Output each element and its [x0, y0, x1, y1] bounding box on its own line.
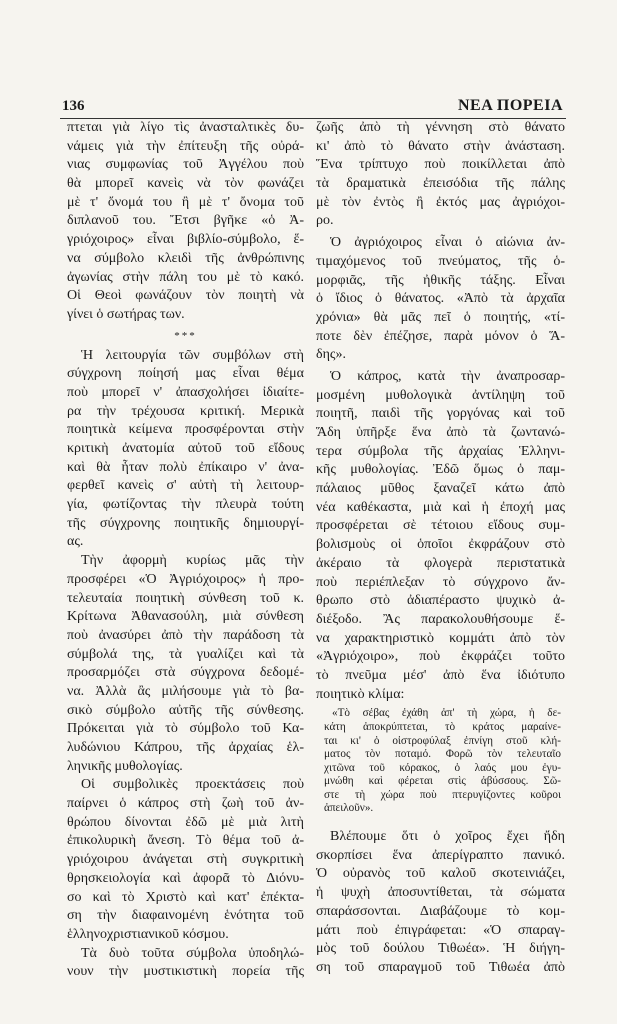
text-line: τῆς σύγχρονης ποιητικῆς δημιουργί-	[67, 515, 304, 531]
text-line: μνώθη καὶ φέρεται στὶς ἀβύσσους. Σῶ-	[324, 775, 561, 788]
text-line: σκορπίσει ἕνα ἀπερίγραπτο πανικό.	[316, 847, 565, 863]
text-line: Οἱ Θεοὶ φωνάζουν τὸν ποιητὴ νὰ	[67, 288, 304, 304]
text-line: Τὴν ἀφορμὴ κυρίως μᾶς τὴν	[81, 553, 304, 569]
text-line: να σύμβολο κλειδὶ τῆς ἀνθρώπινης	[67, 250, 304, 266]
text-line: σπαράσσονται. Διαβάζουμε τὸ κομ-	[316, 903, 565, 919]
text-line: κῆς μυθολογίας. Ἐδῶ ὅμως ὁ παμ-	[316, 462, 565, 478]
text-line: ποὺ ἀνασύρει ἀπὸ τὴν παράδοση τὰ	[67, 627, 304, 643]
paragraph	[67, 119, 304, 325]
text-line: ται κι' ὁ οἰστροφύλαξ ἐπνίγη στοῦ κλή-	[324, 734, 561, 747]
text-line: νάμεις γιὰ τὴν ἐπίτευξη τῆς οὐρά-	[67, 138, 304, 154]
text-line: γία, φωτίζοντας τὴν πλευρὰ τούτη	[67, 497, 304, 513]
text-line: παίρνει ὁ κάπρος στὴ ζωὴ τοῦ ἀν-	[67, 796, 304, 812]
paragraph	[316, 119, 565, 231]
text-line: ὁ ἴδιος ὁ θάνατος. «Ἀπὸ τὰ ἀρχαῖα	[316, 291, 565, 307]
text-line: κι' ἀπὸ τὸ θάνατο στὴν ἀνάσταση.	[316, 138, 565, 154]
text-line: προσαρμόζει στὰ σύγχρονα δεδομέ-	[67, 665, 304, 681]
text-line: δης».	[316, 347, 346, 363]
text-line: ποὺ περιέπλεξαν τὸ σύγχρονο ἄν-	[316, 574, 565, 590]
text-line: τελευταία ποιητικὴ σύνθεση τοῦ κ.	[67, 590, 304, 606]
text-line: θρώπου δίνονται ἐδῶ μὲ μιὰ λιτὴ	[67, 814, 304, 830]
text-line: καὶ θὰ ἦταν πολὺ ἐπίκαιρο ν' ἀνα-	[67, 459, 304, 475]
journal-title: ΝΕΑ ΠΟΡΕΙΑ	[457, 97, 563, 114]
text-line: θρησκειολογία καὶ ἀφορᾶ τὸ Διόνυ-	[67, 870, 304, 886]
text-line: βολισμοὺς οἱ ὁποῖοι ἐκφράζουν στὸ	[316, 537, 565, 553]
paragraph	[316, 368, 565, 704]
left-column	[67, 119, 304, 982]
text-line: ἑλληνοχριστιανικοῦ κόσμου.	[67, 926, 229, 942]
text-line: πάλαιος μῦθος ξαναζεῖ κάτω ἀπὸ	[316, 481, 565, 497]
text-line: ἡ ψυχὴ ἀποσυντίθεται, τὰ σώματα	[316, 885, 565, 901]
text-line: νιας συμφωνίας τοῦ Ἀγγέλου ποὺ	[67, 157, 304, 173]
right-column	[316, 119, 565, 978]
text-line: ζωῆς ἀπὸ τὴ γέννηση στὸ θάνατο	[316, 120, 565, 135]
text-line: ση τὴν διαφαινομένη ἑνότητα τοῦ	[67, 908, 304, 924]
text-line: Βλέπουμε ὅτι ὁ χοῖρος ἔχει ἤδη	[330, 829, 565, 845]
text-line: ρο.	[316, 213, 334, 229]
text-line: τιμαχόμενος τοῦ πνεύματος, τῆς ὁ-	[316, 253, 565, 269]
text-line: ἀκέραιο τὰ φλογερὰ περιστατικὰ	[316, 555, 565, 571]
text-line: σο καὶ τὸ Χριστὸ καὶ κατ' ἐπέκτα-	[67, 889, 304, 905]
section-separator: ***	[174, 329, 197, 342]
text-line: προσφέρεται σὲ τέτοιου εἴδους συμ-	[316, 518, 565, 534]
paragraph	[67, 347, 304, 553]
text-line: Ἕνα τρίπτυχο ποὺ ποικίλλεται ἀπὸ	[316, 157, 565, 173]
paragraph	[316, 234, 565, 365]
text-line: μοσμένη μυθολογικὰ ἀντίληψη τοῦ	[316, 387, 565, 403]
text-line: μορφιᾶς, τῆς ἠθικῆς τάξης. Εἶναι	[316, 272, 565, 288]
text-line: μὲ τ' ὄνομά του ἢ μὲ τ' ὄνομα τοῦ	[67, 194, 304, 210]
poem-quote	[324, 707, 561, 816]
text-line: Ὁ κάπρος, κατὰ τὴν ἀναπροσαρ-	[330, 368, 565, 384]
text-line: Ὁ ἀγριόχοιρος εἶναι ὁ αἰώνια ἀν-	[330, 235, 565, 251]
text-line: Ἡ λειτουργία τῶν συμβόλων στὴ	[81, 347, 304, 363]
text-line: ληνικῆς μυθολογίας.	[67, 758, 183, 774]
text-line: τερα σύμβολα τῆς ἀρχαίας Ἑλληνι-	[316, 443, 565, 459]
text-line: ποιητῆ, παιδὶ τῆς γοργόνας καὶ τοῦ	[316, 406, 565, 422]
text-line: Τὰ δυὸ τοῦτα σύμβολα ὑποδηλώ-	[81, 945, 304, 961]
text-line: φερθεῖ κανεὶς σ' αὐτὴ τὴ λειτουρ-	[67, 478, 304, 494]
text-line: διέξοδο. Ἂς παρακολουθήσουμε ἕ-	[316, 611, 565, 627]
text-line: «Τὸ σέβας ἐχάθη ἀπ' τὴ χώρα, ἡ δε-	[332, 707, 561, 720]
text-line: τὰ δραματικὰ ἐπεισόδια τῆς πάλης	[316, 176, 565, 192]
page-number: 136	[62, 98, 85, 114]
text-line: θρωπο στὸ ἀδιαπέραστο ψυχικὸ ἀ-	[316, 593, 565, 609]
paragraph	[316, 828, 565, 978]
text-line: γριόχοιρου ἀνάγεται στὴ συγκριτικὴ	[67, 852, 304, 868]
text-line: σύμβολά της, τὰ γυαλίζει καὶ τὰ	[67, 646, 304, 662]
text-line: κάτη ἀποκρύπτεται, τὸ κράτος μαραίνε-	[324, 720, 561, 733]
paragraph	[67, 552, 304, 776]
paragraph	[67, 776, 304, 944]
text-line: ποιητικὰ κείμενα προσφέρονται στὴν	[67, 422, 304, 438]
text-line: ἐπικολυρικὴ ἄνεση. Τὸ θέμα τοῦ ἀ-	[67, 833, 304, 849]
text-line: Κρίτωνα Ἀθανασούλη, μιὰ σύνθεση	[67, 609, 304, 625]
text-line: νουν τὴν μυστικιστικὴ πορεία τῆς	[67, 964, 304, 980]
text-line: χρόνια» θὰ μᾶς πεῖ ὁ ποιητής, «τί-	[316, 309, 565, 325]
text-line: να. Ἀλλὰ ἂς μιλήσουμε γιὰ τὸ βα-	[67, 683, 304, 699]
text-line: σύγχρονη ποίησή μας εἶναι θέμα	[67, 366, 304, 382]
text-line: ρα τὴν τρέχουσα κριτική. Μερικὰ	[67, 403, 304, 419]
text-line: ποιητικὸ κλίμα:	[316, 686, 405, 702]
text-line: μὸς τοῦ δούλου Τιθωέα». Ἡ διήγη-	[316, 941, 565, 957]
text-line: πτεται γιὰ λίγο τὶς ἀνασταλτικὲς δυ-	[67, 120, 304, 135]
text-line: προσφέρει «Ὁ Ἀγριόχοιρος» ἡ προ-	[67, 571, 304, 587]
text-line: ας.	[67, 534, 84, 550]
text-line: θὰ μπορεῖ κανεὶς νὰ τὸν φωνάζει	[67, 176, 304, 192]
text-line: λυδώνιου Κάπρου, τῆς ἀρχαίας ἑλ-	[67, 740, 304, 755]
text-line: στε τὴ χώρα ποὺ πτερυγίζοντες κοῦροι	[324, 788, 561, 801]
text-line: μάτι ποὺ ἐπιγράφεται: «Ὁ σπαραγ-	[316, 922, 565, 938]
text-line: ματος τὸν ποταμό. Φορῶ τὸν τελευταῖο	[324, 748, 561, 761]
text-line: ἀπειλοῦν».	[324, 802, 374, 815]
paragraph	[67, 945, 304, 982]
text-line: Ὁ οὐρανὸς τοῦ καλοῦ σκοτεινιάζει,	[316, 866, 565, 882]
text-line: γριόχοιρος» εἶναι βιβλίο-σύμβολο, ἕ-	[67, 232, 304, 248]
text-line: γίνει ὁ σωτήρας των.	[67, 306, 185, 322]
text-line: μὲ τὸν ἐντὸς ἢ ἐκτός μας ἀγριόχοι-	[316, 194, 565, 210]
text-line: ἀγωνίας στὴν πάλη του μὲ τὸ κακό.	[67, 269, 304, 285]
text-line: ση τοῦ σπαραγμοῦ τοῦ Τιθωέα ἀπὸ	[316, 959, 565, 975]
text-line: ποὺ μπορεῖ ν' ἀπασχολήσει ἰδιαίτε-	[67, 384, 304, 400]
text-line: διπλανοῦ του. Ἔτσι βγῆκε «ὁ Ἀ-	[67, 213, 304, 229]
text-line: Ἅδη ὑπῆρξε ἕνα ἀπὸ τὰ ζωντανώ-	[316, 425, 565, 440]
text-line: Οἱ συμβολικὲς προεκτάσεις ποὺ	[81, 777, 304, 793]
text-line: σικὸ σύμβολο αὐτῆς τῆς σύνθεσης.	[67, 702, 304, 718]
text-line: κριτικὴ ἀνατομία αὐτοῦ τοῦ εἴδους	[67, 441, 304, 456]
text-line: Πρόκειται γιὰ τὸ σύμβολο τοῦ Κα-	[67, 721, 304, 737]
text-line: «Ἀγριόχοιρο», ποὺ ἐκφράζει τοῦτο	[316, 649, 565, 665]
text-line: να χαρακτηριστικὸ κομμάτι ἀπὸ τὸν	[316, 630, 565, 646]
text-line: τὸ πνεῦμα μέσ' ἀπὸ ἕνα ἰδιότυπο	[316, 667, 565, 683]
text-line: νέα καθέκαστα, μιὰ καὶ ἡ ἐποχή μας	[316, 499, 565, 515]
text-line: ποτε δὲν ἐπέζησε, παρὰ μόνον ὁ Ἅ-	[316, 328, 565, 344]
text-line: χιτῶνα τοῦ κόρακος, ὁ λαός μου ἐγυ-	[324, 761, 561, 774]
